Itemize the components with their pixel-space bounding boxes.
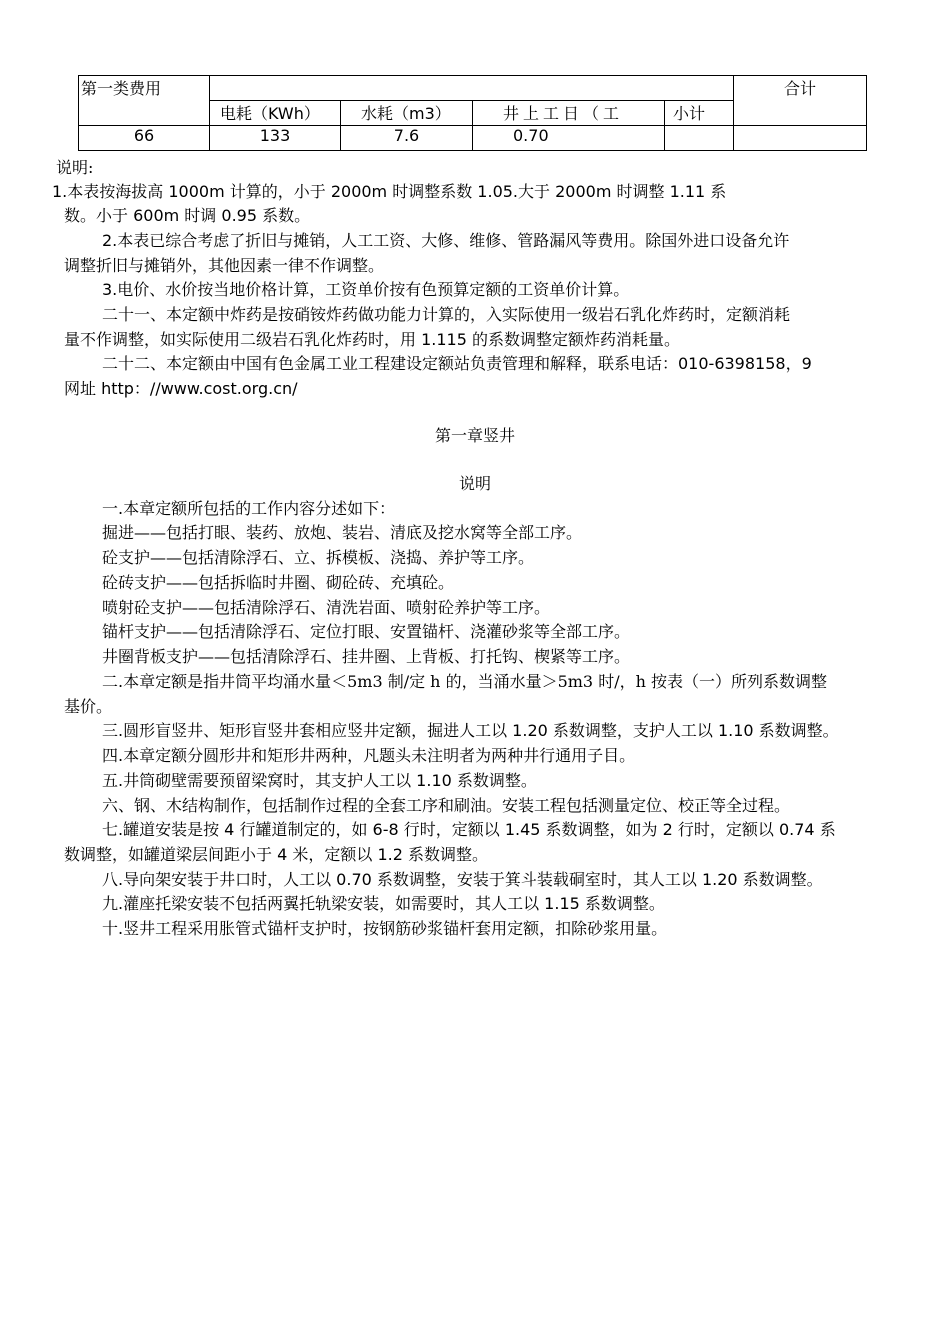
chapter-line: 一.本章定额所包括的工作内容分述如下： — [102, 499, 396, 518]
total-label-cell: 合计 — [734, 76, 867, 126]
chapter-title: 第一章竖井 — [434, 426, 515, 445]
chapter-line: 三.圆形盲竖井、矩形盲竖井套相应竖井定额，掘进人工以 1.20 系数调整，支护人工以 1.10 系数调整。 — [102, 721, 839, 740]
chapter-line: 砼支护——包括清除浮石、立、拆模板、浇捣、养护等工序。 — [102, 548, 535, 567]
chapter-subtitle: 说明 — [458, 474, 491, 493]
column-header-subtotal: 小计 — [665, 101, 734, 126]
table-cell: 133 — [210, 126, 341, 151]
chapter-line: 九.灌座托梁安装不包括两翼托轨梁安装，如需要时，其人工以 1.15 系数调整。 — [102, 894, 665, 913]
category-continuation-cell — [79, 101, 210, 126]
chapter-line: 五.井筒砌壁需要预留梁窝时，其支护人工以 1.10 系数调整。 — [102, 771, 537, 790]
chapter-line: 喷射砼支护——包括清除浮石、清洗岩面、喷射砼养护等工序。 — [102, 598, 551, 617]
notes-line: 二十一、本定额中炸药是按硝铵炸药做功能力计算的，入实际使用一级岩石乳化炸药时，定额消耗 — [102, 305, 791, 324]
table-row — [79, 126, 867, 151]
notes-line: 数。小于 600m 时调 0.95 系数。 — [64, 206, 311, 225]
chapter-line: 二.本章定额是指井筒平均涌水量＜5m3 制/定 h 的，当涌水量＞5m3 时/，h 按表（一）所列系数调整 — [102, 672, 827, 691]
chapter-line: 七.罐道安装是按 4 行罐道制定的，如 6-8 行时，定额以 1.45 系数调整，如为 2 行时，定额以 0.74 系 — [102, 820, 836, 839]
table-cell — [665, 126, 734, 151]
table-cell: 66 — [79, 126, 210, 151]
notes-line: 3.电价、水价按当地价格计算，工资单价按有色预算定额的工资单价计算。 — [102, 280, 630, 299]
fee-table — [78, 75, 867, 151]
chapter-line: 掘进——包括打眼、装药、放炮、装岩、清底及挖水窝等全部工序。 — [102, 523, 583, 542]
chapter-line: 砼砖支护——包括拆临时井圈、砌砼砖、充填砼。 — [102, 573, 455, 592]
header-blank-cell — [210, 76, 734, 101]
table-cell: 7.6 — [341, 126, 473, 151]
chapter-line: 四.本章定额分圆形井和矩形井两种，凡题头未注明者为两种井行通用子目。 — [102, 746, 636, 765]
table-cell: 0.70 — [473, 126, 665, 151]
chapter-line: 数调整，如罐道梁层间距小于 4 米，定额以 1.2 系数调整。 — [64, 845, 488, 864]
column-header-electricity: 电耗（KWh） — [210, 101, 341, 126]
notes-line: 二十二、本定额由中国有色金属工业工程建设定额站负责管理和解释，联系电话：010-6398158，9 — [102, 354, 812, 373]
table-header-row-1 — [79, 76, 867, 101]
notes-heading: 说明: — [56, 158, 94, 177]
notes-line: 1.本表按海拔高 1000m 计算的，小于 2000m 时调整系数 1.05.大于 2000m 时调整 1.11 系 — [52, 182, 727, 201]
notes-line: 网址 http：//www.cost.org.cn/ — [64, 379, 298, 398]
chapter-line: 锚杆支护——包括清除浮石、定位打眼、安置锚杆、浇灌砂浆等全部工序。 — [102, 622, 631, 641]
column-header-water: 水耗（m3） — [341, 101, 473, 126]
chapter-line: 六、钢、木结构制作，包括制作过程的全套工序和刷油。安装工程包括测量定位、校正等全过程。 — [102, 796, 791, 815]
notes-line: 调整折旧与摊销外，其他因素一律不作调整。 — [64, 256, 385, 275]
notes-line: 量不作调整，如实际使用二级岩石乳化炸药时，用 1.115 的系数调整定额炸药消耗量。 — [64, 330, 680, 349]
table-cell — [734, 126, 867, 151]
chapter-line: 井圈背板支护——包括清除浮石、挂井圈、上背板、打托钩、楔紧等工序。 — [102, 647, 631, 666]
notes-line: 2.本表已综合考虑了折旧与摊销，人工工资、大修、维修、管路漏风等费用。除国外进口设备允许 — [102, 231, 790, 250]
chapter-line: 八.导向架安装于井口时，人工以 0.70 系数调整，安装于箕斗装载硐室时，其人工以 1.20 系数调整。 — [102, 870, 823, 889]
column-header-labor: 井上工日（工 — [473, 101, 665, 126]
chapter-line: 十.竖井工程采用胀管式锚杆支护时，按钢筋砂浆锚杆套用定额，扣除砂浆用量。 — [102, 919, 668, 938]
category-label-cell: 第一类费用 — [79, 76, 210, 101]
chapter-line: 基价。 — [64, 697, 113, 716]
